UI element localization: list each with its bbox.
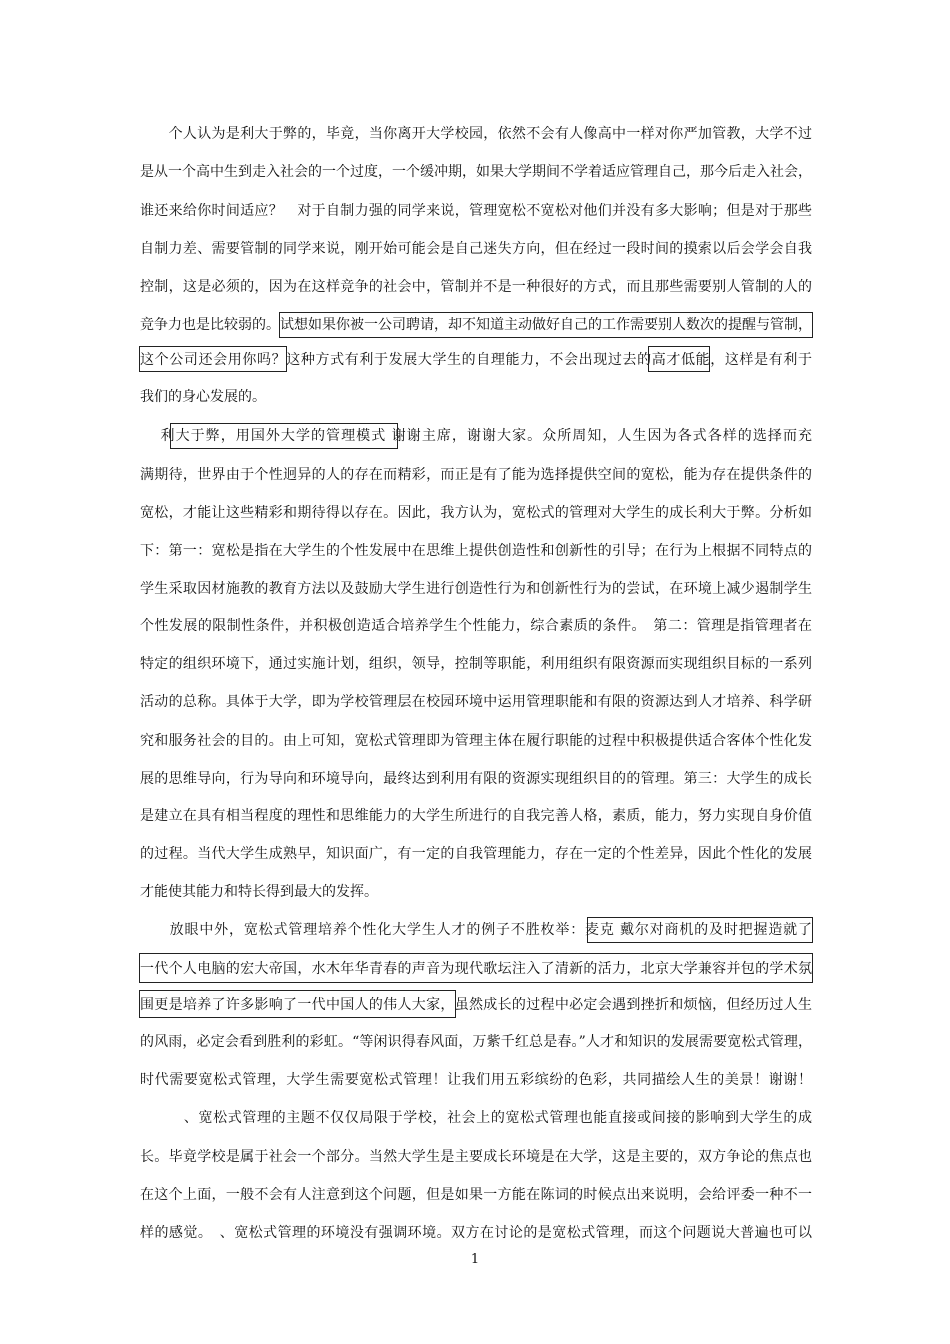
text-line: 在这个上面，一般不会有人注意到这个问题，但是如果一方能在陈词的时候点出来说明，会给评委一种不一	[140, 1187, 812, 1203]
text-line: 竞争力也是比较弱的。试想如果你被一公司聘请，却不知道主动做好自己的工作需要别人数次的提醒与管制，	[140, 317, 812, 333]
highlight-box	[648, 346, 710, 372]
text-line: 学生采取因材施教的教育方法以及鼓励大学生进行创造性行为和创新性行为的尝试，在环境上减少遏制学生	[140, 581, 812, 597]
text-line: 我们的身心发展的。	[140, 389, 266, 405]
text-line: 活动的总称。具体于大学，即为学校管理层在校园环境中运用管理职能和有限的资源达到人才培养、科学研	[140, 694, 812, 710]
text-line: 一代个人电脑的宏大帝国，水木年华青春的声音为现代歌坛注入了清新的活力，北京大学兼容并包的学术氛	[140, 961, 812, 977]
text-line: 这个公司还会用你吗？这种方式有利于发展大学生的自理能力，不会出现过去的高才低能，这样是有利于	[140, 352, 812, 368]
text-line: 宽松，才能让这些精彩和期待得以存在。因此，我方认为，宽松式的管理对大学生的成长利大于弊。分析如	[140, 505, 812, 521]
text-line: 的风雨，必定会看到胜利的彩虹。“等闲识得春风面，万紫千红总是春。”人才和知识的发展需要宽松式管理，	[140, 1034, 812, 1050]
text-line: 下：第一：宽松是指在大学生的个性发展中在思维上提供创造性和创新性的引导；在行为上根据不同特点的	[140, 543, 812, 559]
text-line: 控制，这是必须的，因为在这样竞争的社会中，管制并不是一种很好的方式，而且那些需要别人管制的人的	[140, 279, 812, 295]
text-line: 时代需要宽松式管理，大学生需要宽松式管理！让我们用五彩缤纷的色彩，共同描绘人生的美景！谢谢！	[140, 1072, 812, 1088]
text-line: 特定的组织环境下，通过实施计划，组织，领导，控制等职能，利用组织有限资源而实现组织目标的一系列	[140, 656, 812, 672]
text-line: 满期待，世界由于个性迥异的人的存在而精彩，而正是有了能为选择提供空间的宽松，能为存在提供条件的	[140, 467, 812, 483]
highlight-box	[139, 953, 813, 983]
text-line: 个人认为是利大于弊的，毕竟，当你离开大学校园，依然不会有人像高中一样对你严加管教，大学不过	[140, 126, 812, 142]
highlight-box	[279, 312, 813, 338]
text-line: 样的感觉。 、宽松式管理的环境没有强调环境。双方在讨论的是宽松式管理，而这个问题说大普遍也可以	[140, 1225, 812, 1241]
text-line: 的过程。当代大学生成熟早，知识面广，有一定的自我管理能力，存在一定的个性差异，因此个性化的发展	[140, 846, 812, 862]
highlight-box	[139, 346, 287, 372]
text-line: 自制力差、需要管制的同学来说，刚开始可能会是自己迷失方向，但在经过一段时间的摸索以后会学会自我	[140, 241, 812, 257]
text-line: 究和服务社会的目的。由上可知，宽松式管理即为管理主体在履行职能的过程中积极提供适合客体个性化发	[140, 733, 812, 749]
text-line: 围更是培养了许多影响了一代中国人的伟人大家，虽然成长的过程中必定会遇到挫折和烦恼，但经历过人生	[140, 997, 812, 1013]
text-line: 利大于弊，用国外大学的管理模式 谢谢主席，谢谢大家。众所周知，人生因为各式各样的选择而充	[140, 428, 812, 444]
text-line: 才能使其能力和特长得到最大的发挥。	[140, 884, 378, 900]
text-line: 展的思维导向，行为导向和环境导向，最终达到利用有限的资源实现组织目的的管理。第三：大学生的成长	[140, 771, 812, 787]
highlight-box	[587, 917, 813, 943]
text-line: 放眼中外，宽松式管理培养个性化大学生人才的例子不胜枚举：麦克 戴尔对商机的及时把握造就了	[140, 922, 812, 938]
page-number: 1	[470, 1252, 480, 1267]
text-line: 长。毕竟学校是属于社会一个部分。当然大学生是主要成长环境是在大学，这是主要的，双方争论的焦点也	[140, 1149, 812, 1165]
text-line: 是从一个高中生到走入社会的一个过度，一个缓冲期，如果大学期间不学着适应管理自己，那今后走入社会，	[140, 164, 812, 180]
text-line: 是建立在具有相当程度的理性和思维能力的大学生所进行的自我完善人格，素质，能力，努力实现自身价值	[140, 808, 812, 824]
highlight-box	[139, 990, 456, 1018]
highlight-box	[170, 423, 398, 449]
text-line: 谁还来给你时间适应？ 对于自制力强的同学来说，管理宽松不宽松对他们并没有多大影响；但是对于那些	[140, 203, 812, 219]
text-line: 个性发展的限制性条件，并积极创造适合培养学生个性能力，综合素质的条件。 第二：管理是指管理者在	[140, 618, 812, 634]
text-line: 、宽松式管理的主题不仅仅局限于学校，社会上的宽松式管理也能直接或间接的影响到大学生的成	[140, 1110, 812, 1126]
